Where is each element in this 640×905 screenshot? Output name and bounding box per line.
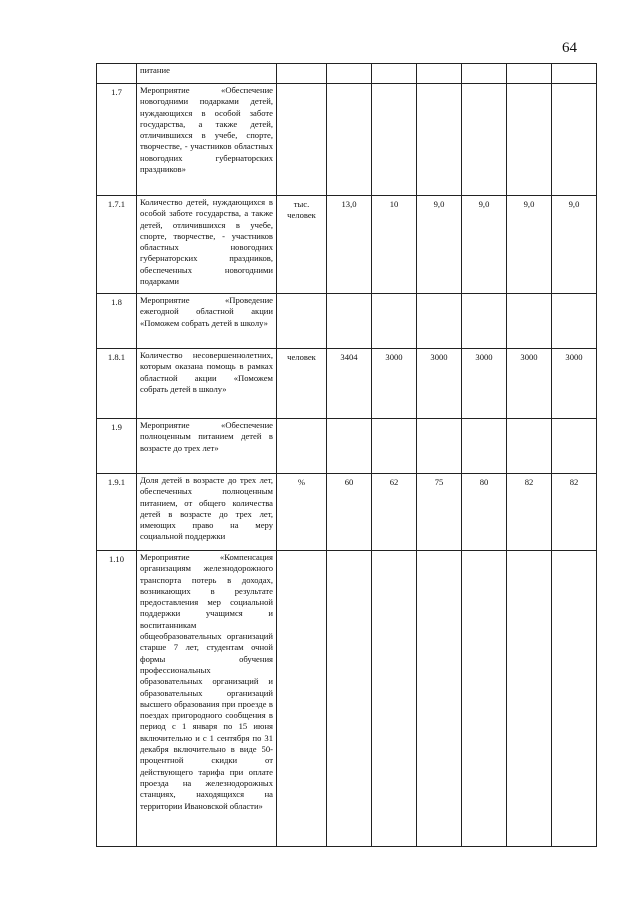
year-value-4 [462, 551, 507, 847]
year-value-1 [327, 294, 372, 349]
row-description: Доля детей в возрасте до трех лет, обеспеченных полноценным питанием, от общего количества детей в возрасте до трех лет, имеющих право на меру социальной поддержки [137, 474, 277, 551]
year-value-1: 3404 [327, 349, 372, 419]
table-body [97, 64, 597, 847]
table-row [97, 196, 597, 294]
year-value-3 [417, 84, 462, 196]
year-value-5 [507, 84, 552, 196]
table-row [97, 551, 597, 847]
year-value-2: 3000 [372, 349, 417, 419]
row-unit [277, 294, 327, 349]
year-value-4 [462, 84, 507, 196]
row-number: 1.7 [97, 84, 137, 196]
row-description: питание [137, 64, 277, 84]
year-value-5 [507, 551, 552, 847]
year-value-2: 10 [372, 196, 417, 294]
row-unit: тыс. человек [277, 196, 327, 294]
year-value-4: 80 [462, 474, 507, 551]
year-value-3 [417, 294, 462, 349]
year-value-1: 13,0 [327, 196, 372, 294]
year-value-6 [552, 419, 597, 474]
year-value-5: 9,0 [507, 196, 552, 294]
row-number: 1.7.1 [97, 196, 137, 294]
year-value-3: 9,0 [417, 196, 462, 294]
row-description: Мероприятие «Обеспечение новогодними подарками детей, нуждающихся в особой заботе государства, а также детей, отличившихся в учебе, спорте, творчестве, - участников областных новогодних губернаторских праздников» [137, 84, 277, 196]
row-number: 1.9 [97, 419, 137, 474]
year-value-1: 60 [327, 474, 372, 551]
year-value-2 [372, 64, 417, 84]
table-row [97, 349, 597, 419]
year-value-4 [462, 419, 507, 474]
table-row [97, 84, 597, 196]
page-number: 64 [562, 40, 577, 56]
year-value-2 [372, 84, 417, 196]
year-value-6 [552, 551, 597, 847]
year-value-1 [327, 84, 372, 196]
row-unit [277, 84, 327, 196]
row-number: 1.10 [97, 551, 137, 847]
row-description: Мероприятие «Компенсация организациям железнодорожного транспорта потерь в доходах, возникающих в результате предоставления мер социальной поддержки учащимся и воспитанникам общеобразовательных организаций старше 7 лет, студентам очной формы обучения профессиональных образовательных организаций и образовательных организаций высшего образования при проезде в поездах пригородного сообщения в период с 1 января по 15 июня включительно и с 1 сентября по 31 декабря включительно в виде 50-процентной скидки от действующего тарифа при оплате проезда на железнодорожных станциях, находящихся на территории Ивановской области» [137, 551, 277, 847]
year-value-5 [507, 419, 552, 474]
year-value-4 [462, 294, 507, 349]
row-number: 1.8 [97, 294, 137, 349]
year-value-5: 82 [507, 474, 552, 551]
table-row [97, 64, 597, 84]
row-description: Мероприятие «Обеспечение полноценным питанием детей в возрасте до трех лет» [137, 419, 277, 474]
year-value-3 [417, 64, 462, 84]
row-description: Количество несовершеннолетних, которым оказана помощь в рамках областной акции «Поможем собрать детей в школу» [137, 349, 277, 419]
year-value-1 [327, 64, 372, 84]
row-number [97, 64, 137, 84]
row-number: 1.8.1 [97, 349, 137, 419]
row-description: Мероприятие «Проведение ежегодной областной акции «Поможем собрать детей в школу» [137, 294, 277, 349]
year-value-6 [552, 64, 597, 84]
table-row [97, 474, 597, 551]
year-value-3: 3000 [417, 349, 462, 419]
year-value-3 [417, 551, 462, 847]
row-unit: человек [277, 349, 327, 419]
year-value-5 [507, 294, 552, 349]
year-value-6 [552, 294, 597, 349]
row-unit [277, 64, 327, 84]
year-value-3: 75 [417, 474, 462, 551]
year-value-2: 62 [372, 474, 417, 551]
year-value-4: 3000 [462, 349, 507, 419]
year-value-1 [327, 419, 372, 474]
year-value-6: 9,0 [552, 196, 597, 294]
year-value-2 [372, 419, 417, 474]
year-value-2 [372, 294, 417, 349]
year-value-4: 9,0 [462, 196, 507, 294]
table-row [97, 294, 597, 349]
year-value-6: 82 [552, 474, 597, 551]
year-value-2 [372, 551, 417, 847]
row-description: Количество детей, нуждающихся в особой заботе государства, а также детей, отличившихся в учебе, спорте, творчестве, - участников областных новогодних губернаторских праздников, обеспеченных новогодними подарками [137, 196, 277, 294]
year-value-5: 3000 [507, 349, 552, 419]
year-value-4 [462, 64, 507, 84]
year-value-6 [552, 84, 597, 196]
row-unit [277, 419, 327, 474]
table-row [97, 419, 597, 474]
year-value-1 [327, 551, 372, 847]
year-value-6: 3000 [552, 349, 597, 419]
row-unit [277, 551, 327, 847]
year-value-5 [507, 64, 552, 84]
row-number: 1.9.1 [97, 474, 137, 551]
year-value-3 [417, 419, 462, 474]
row-unit: % [277, 474, 327, 551]
indicator-table [96, 63, 597, 847]
